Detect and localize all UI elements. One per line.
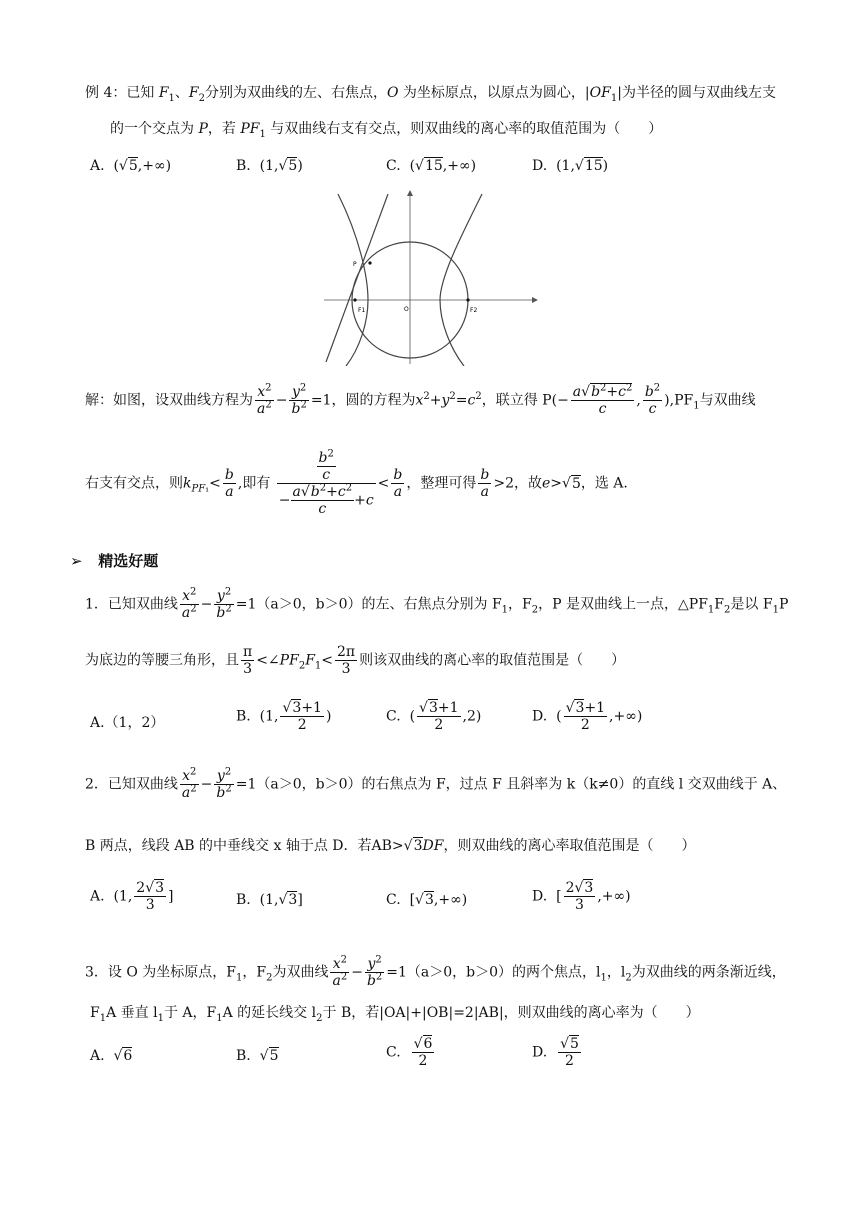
q1-line2: 为底边的等腰三角形，且 $\frac{\pi}{3}$ $<\angle PF_2F_1<$ $\frac{2\pi}{3}$ 则该双曲线的离心率的取值范围是（ ） <box>85 644 626 677</box>
point-f2 <box>466 298 469 301</box>
label-f1: F1 <box>358 307 366 314</box>
example4-line2: 的一个交点为 P，若 $PF_1$ 与双曲线右支有交点，则双曲线的离心率的取值范围为（ ） <box>110 121 663 140</box>
example4-option-d: D. (1,√15) <box>532 158 609 174</box>
section-heading: ➢ 精选好题 <box>70 552 159 570</box>
solution-line1: 解：如图，设双曲线方程为 $\frac{x^2}{a^2}$ − $\frac{y^2}{b^2}$ =1，圆的方程为$x^2+y^2=c^2$，联立得 P(− $\frac{a√b^2+c^2}{c}$ , $\frac{b^2}{c}$ )$,PF_1$与双曲线 <box>85 382 756 417</box>
example4-option-b: B. (1,√5) <box>236 158 303 174</box>
hyperbola-left-branch <box>338 194 368 366</box>
point-f1 <box>353 298 356 301</box>
q2-option-a: A. (1, $\frac{2√3}{3}$ ] <box>90 880 174 913</box>
q3-option-d: D. $\frac{√5}{2}$ <box>532 1036 579 1069</box>
solution-line2: 右支有交点，则$k_{PF_1}<$ $\frac{b}{a}$ ,即有 $\frac{b^2}{c}$ − $\frac{a√b^2+c^2}{c}$ +c < $\frac{b}{a}$ ，整理可得 $\frac{b}{a}$ >2，故e>√5，选 A. <box>85 448 628 517</box>
q2-option-d: D. [ $\frac{2√3}{3}$ ,+∞) <box>532 880 631 913</box>
q1-option-c: C. ( $\frac{√3+1}{2}$ ,2) <box>386 700 482 733</box>
line-pf1 <box>326 194 388 362</box>
hyperbola-right-branch <box>440 194 482 366</box>
q1-option-d: D. ( $\frac{√3+1}{2}$ ,+∞) <box>532 700 643 733</box>
q2-line2: B 两点，线段 AB 的中垂线交 x 轴于点 D．若AB>√3DF，则双曲线的离心率取值范围是（ ） <box>85 838 696 854</box>
x-axis-arrow <box>532 297 538 303</box>
q3-option-c: C. $\frac{√6}{2}$ <box>386 1036 433 1069</box>
q2-option-c: C. [√3,+∞) <box>386 892 468 908</box>
q3-line1: 3．设 O 为坐标原点，$F_1$，$F_2$为双曲线 $\frac{x^2}{a^2}$ − $\frac{y^2}{b^2}$ =1（a＞0，b＞0）的两个焦点，$l_1$，$l_2$为双曲线的两条渐近线， <box>85 954 786 989</box>
q3-option-b: B. √5 <box>236 1048 279 1064</box>
example4-line1: 例 4：已知 $F_1$、$F_2$分别为双曲线的左、右焦点，O 为坐标原点，以原点为圆心，$|OF_1|$为半径的圆与双曲线左支 <box>85 85 776 104</box>
q1-option-b: B. (1, $\frac{√3+1}{2}$ ) <box>236 700 332 733</box>
q3-option-a: A. √6 <box>90 1048 133 1064</box>
hyperbola-circle-figure <box>320 188 540 366</box>
q1-option-a: A.（1，2） <box>90 715 165 731</box>
example4-option-a: A. (√5,+∞) <box>90 158 172 174</box>
label-p: P <box>353 261 357 268</box>
q2-line1: 2．已知双曲线 $\frac{x^2}{a^2}$ − $\frac{y^2}{b^2}$ =1（a＞0，b＞0）的右焦点为 F，过点 F 且斜率为 k（k≠0）的直线 l 交双曲线于 A、 <box>85 766 787 801</box>
label-o: O <box>404 306 409 313</box>
label-f2: F2 <box>470 307 478 314</box>
arrow-bullet-icon: ➢ <box>70 552 83 570</box>
point-p <box>368 261 371 264</box>
q1-line1: 1．已知双曲线 $\frac{x^2}{a^2}$ − $\frac{y^2}{b^2}$ =1（a＞0，b＞0）的左、右焦点分别为 $F_1$，$F_2$，P 是双曲线上一点，$\triangle PF_1F_2$是以 $F_1P$ <box>85 586 789 621</box>
example4-option-c: C. (√15,+∞) <box>386 158 477 174</box>
q2-option-b: B. (1,√3] <box>236 892 303 908</box>
y-axis-arrow <box>407 190 413 196</box>
q3-line2: $F_1A$ 垂直 $l_1$于 A，$F_1A$ 的延长线交 $l_2$于 B，若|OA|+|OB|=2|AB|，则双曲线的离心率为（ ） <box>90 1005 700 1024</box>
